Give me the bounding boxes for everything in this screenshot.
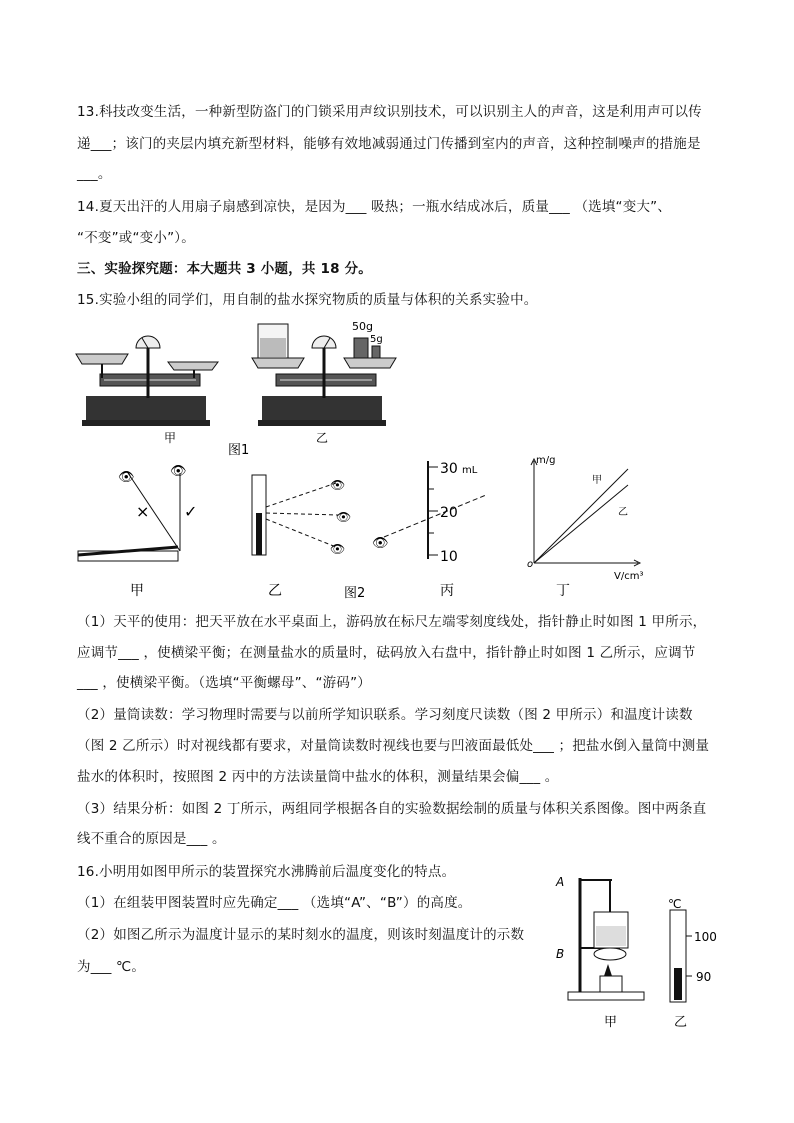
- svg-text:×: ×: [136, 502, 150, 521]
- svg-text:👁: 👁: [330, 478, 346, 492]
- cylinder-unit: mL: [462, 465, 478, 476]
- q15-part2-line1: （2）量筒读数：学习物理时需要与以前所学知识联系。学习刻度尺读数（图 2 甲所示）和温度计读数: [77, 707, 693, 723]
- q15-part1-line3: ___ ，使横梁平衡。（选填“平衡螺母”、“游码”）: [77, 675, 371, 691]
- q15-part2-line2: （图 2 乙所示）时对视线都有要求，对量筒读数时视线也要与凹液面最低处___ ；把盐水倒入量筒中测量: [77, 738, 710, 754]
- thermometer-reading: [670, 910, 692, 1002]
- svg-text:👁: 👁: [170, 464, 187, 479]
- graph-line-yi: 乙: [618, 507, 628, 518]
- q16-part1: （1）在组装甲图装置时应先确定___ （选填“A”、“B”）的高度。: [77, 895, 472, 911]
- svg-text:👁: 👁: [118, 470, 135, 485]
- q16-intro: 16.小明用如图甲所示的装置探究水沸腾前后温度变化的特点。: [77, 864, 456, 880]
- section-heading: 三、实验探究题：本大题共 3 小题，共 18 分。: [77, 261, 372, 277]
- q15-part3-line1: （3）结果分析：如图 2 丁所示，两组同学根据各自的实验数据绘制的质量与体积关系图像。图中两条直: [77, 801, 707, 817]
- q15-intro: 15.实验小组的同学们，用自制的盐水探究物质的质量与体积的关系实验中。: [77, 292, 538, 308]
- label-B: B: [556, 947, 565, 961]
- ruler-sight-diagram: [78, 464, 197, 561]
- svg-text:✓: ✓: [184, 502, 198, 521]
- fig2-label-jia: 甲: [130, 583, 144, 599]
- q16-part2-line2: 为___ ℃。: [77, 959, 146, 975]
- q13-line3: ___。: [77, 166, 112, 182]
- fig1-caption: 图1: [228, 443, 250, 458]
- cylinder-30: 30: [440, 461, 458, 477]
- fig1-weight-50g: 50g: [352, 320, 373, 333]
- q15-part3-line2: 线不重合的原因是___ 。: [77, 831, 226, 847]
- q13-line2: 递___；该门的夹层内填充新型材料，能够有效地减弱通过门传播到室内的声音，这种控制噪声的措施是: [77, 136, 701, 152]
- figure-2: [72, 455, 672, 605]
- cylinder-20: 20: [440, 505, 458, 521]
- label-A: A: [556, 875, 565, 889]
- balance-jia: [76, 336, 218, 426]
- fig1-label-jia: 甲: [164, 431, 177, 445]
- q14-line2: “不变”或“变小”）。: [77, 230, 195, 246]
- q13-line1: 13.科技改变生活，一种新型防盗门的门锁采用声纹识别技术，可以识别主人的声音，这是利用声可以传: [77, 104, 702, 120]
- iron-stand: [568, 878, 644, 1000]
- thermometer-100: 100: [694, 930, 717, 944]
- figure-1-balances: [72, 318, 412, 458]
- svg-text:👁: 👁: [336, 510, 352, 524]
- thermometer-90: 90: [696, 970, 712, 984]
- q15-part2-line3: 盐水的体积时，按照图 2 丙中的方法读量筒中盐水的体积，测量结果会偏___ 。: [77, 769, 559, 785]
- thermometer-unit: ℃: [668, 897, 682, 911]
- fig-label-jia: 甲: [604, 1015, 618, 1030]
- fig1-weight-5g: 5g: [370, 334, 383, 345]
- figure-boiling-apparatus: [550, 868, 730, 1033]
- fig-label-yi: 乙: [674, 1015, 688, 1030]
- thermometer-sight-diagram: [252, 475, 351, 556]
- graph-line-jia: 甲: [592, 475, 602, 486]
- q16-part2-line1: （2）如图乙所示为温度计显示的某时刻水的温度，则该时刻温度计的示数: [77, 927, 525, 943]
- graph-y-axis: m/g: [536, 455, 556, 466]
- q14-line1: 14.夏天出汗的人用扇子扇感到凉快，是因为___ 吸热；一瓶水结成冰后，质量___ （选填“变大”、: [77, 199, 672, 215]
- q15-part1-line2: 应调节___ ，使横梁平衡；在测量盐水的质量时，砝码放入右盘中，指针静止时如图 1 乙所示，应调节: [77, 645, 696, 661]
- svg-text:👁: 👁: [372, 536, 389, 551]
- fig1-label-yi: 乙: [316, 431, 329, 445]
- fig2-label-yi: 乙: [268, 583, 282, 599]
- svg-text:👁: 👁: [330, 542, 346, 556]
- graph-origin: o: [527, 559, 534, 570]
- fig2-label-bing: 丙: [440, 583, 454, 599]
- graph-x-axis: V/cm³: [614, 571, 644, 582]
- q15-part1-line1: （1）天平的使用：把天平放在水平桌面上，游码放在标尺左端零刻度线处，指针静止时如图 1 甲所示，: [77, 614, 707, 630]
- fig2-label-ding: 丁: [556, 583, 570, 599]
- cylinder-10: 10: [440, 549, 458, 565]
- fig2-caption: 图2: [344, 586, 366, 601]
